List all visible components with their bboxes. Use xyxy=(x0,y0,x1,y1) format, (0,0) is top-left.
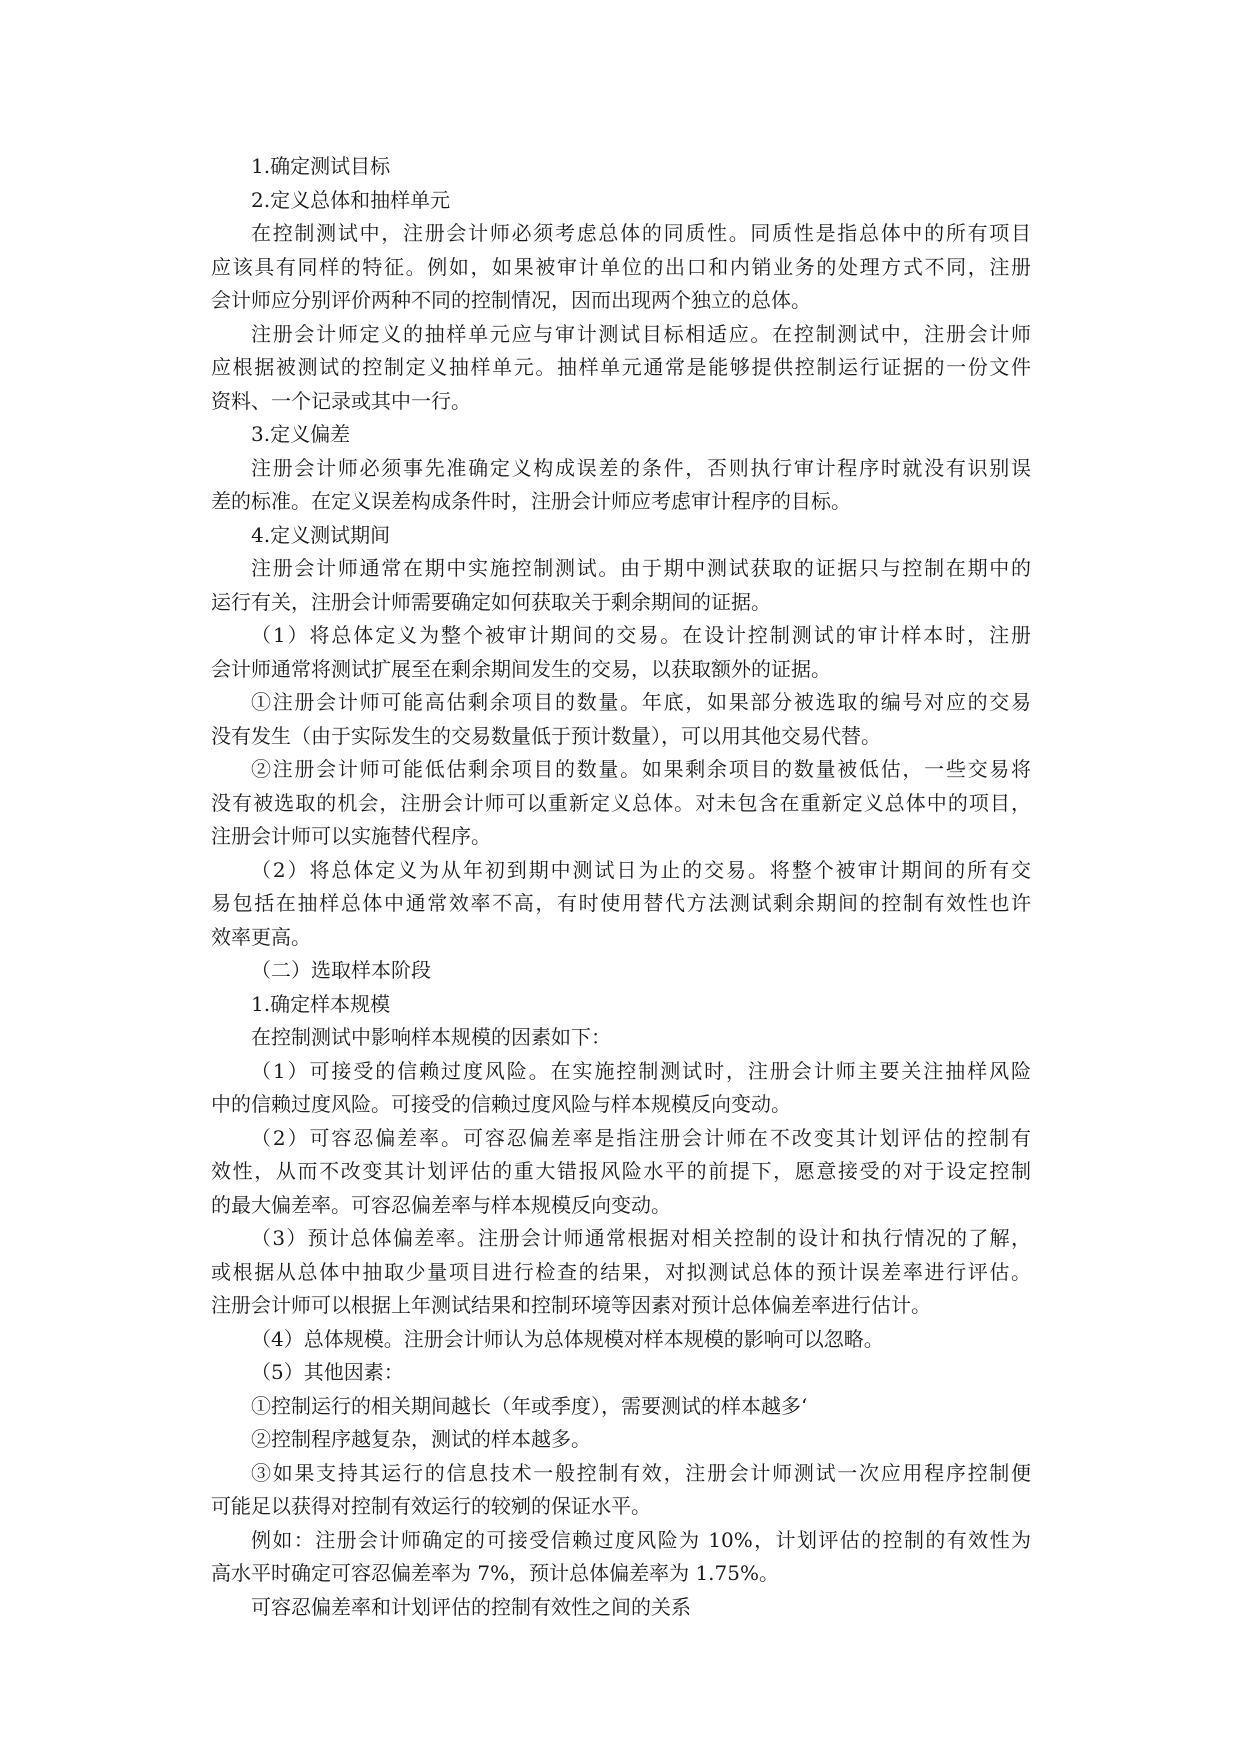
text-line: （3）预计总体偏差率。注册会计师通常根据对相关控制的设计和执行情况的了解， xyxy=(251,1226,1031,1250)
text-line: 注册会计师必须事先准确定义构成误差的条件，否则执行审计程序时就没有识别误 xyxy=(251,455,1031,480)
text-line: （2）可容忍偏差率。可容忍偏差率是指注册会计师在不改变其计划评估的控制有 xyxy=(251,1125,1031,1150)
text-line: ①控制运行的相关期间越长（年或季度），需要测试的样本越多‘ xyxy=(251,1393,808,1418)
text-line: （2）将总体定义为从年初到期中测试日为止的交易。将整个被审计期间的所有交 xyxy=(251,857,1031,882)
text-line: （5）其他因素： xyxy=(251,1360,404,1384)
text-line: 2.定义总体和抽样单元 xyxy=(251,187,451,212)
text-line: 中的信赖过度风险。可接受的信赖过度风险与样本规模反向变动。 xyxy=(211,1092,791,1116)
text-line: 1.确定样本规模 xyxy=(251,991,391,1016)
text-line: 会计师通常将测试扩展至在剩余期间发生的交易，以获取额外的证据。 xyxy=(211,656,831,681)
text-line: 高水平时确定可容忍偏差率为 7%，预计总体偏差率为 1.75%。 xyxy=(211,1561,779,1585)
document-body xyxy=(211,150,1031,1624)
text-line: 差的标准。在定义误差构成条件时，注册会计师应考虑审计程序的目标。 xyxy=(211,489,851,513)
text-line: （1）将总体定义为整个被审计期间的交易。在设计控制测试的审计样本时，注册 xyxy=(251,623,1031,647)
text-line: 应该具有同样的特征。例如，如果被审计单位的出口和内销业务的处理方式不同，注册 xyxy=(211,254,1031,279)
text-line: ②注册会计师可能低估剩余项目的数量。如果剩余项目的数量被低估，一些交易将 xyxy=(251,757,1031,781)
text-line: 注册会计师定义的抽样单元应与审计测试目标相适应。在控制测试中，注册会计师 xyxy=(251,321,1031,346)
text-line: 4.定义测试期间 xyxy=(251,522,391,547)
text-line: 可容忍偏差率和计划评估的控制有效性之间的关系 xyxy=(251,1594,691,1619)
text-line: 3.定义偏差 xyxy=(251,422,351,446)
text-line: 可能足以获得对控制有效运行的较剜的保证水平。 xyxy=(211,1494,651,1518)
text-line: 资料、一个记录或其中一行。 xyxy=(211,388,471,413)
text-line: （二）选取样本阶段 xyxy=(251,958,431,982)
text-line: 会计师应分别评价两种不同的控制情况，因而出现两个独立的总体。 xyxy=(211,288,811,312)
text-line: 在控制测试中，注册会计师必须考虑总体的同质性。同质性是指总体中的所有项目 xyxy=(251,221,1031,245)
text-line: 效率更高。 xyxy=(211,924,311,949)
text-line: 注册会计师可以实施替代程序。 xyxy=(211,824,491,848)
text-line: 没有发生（由于实际发生的交易数量低于预计数量），可以用其他交易代替。 xyxy=(211,723,881,748)
text-line: 1.确定测试目标 xyxy=(251,154,391,178)
text-line: 运行有关，注册会计师需要确定如何获取关于剩余期间的证据。 xyxy=(211,589,771,614)
text-line: 没有被选取的机会，注册会计师可以重新定义总体。对未包含在重新定义总体中的项目， xyxy=(211,790,1031,815)
text-line: ①注册会计师可能高估剩余项目的数量。年底，如果部分被选取的编号对应的交易 xyxy=(251,690,1031,714)
text-line: 注册会计师可以根据上年测试结果和控制环境等因素对预计总体偏差率进行估计。 xyxy=(211,1293,931,1317)
text-line: （4）总体规模。注册会计师认为总体规模对样本规模的影响可以忽略。 xyxy=(251,1326,884,1351)
text-line: （1）可接受的信赖过度风险。在实施控制测试时，注册会计师主要关注抽样风险 xyxy=(251,1058,1031,1083)
text-line: 的最大偏差率。可容忍偏差率与样本规模反向变动。 xyxy=(211,1192,671,1217)
text-line: 效性，从而不改变其计划评估的重大错报风险水平的前提下，愿意接受的对于设定控制 xyxy=(211,1159,1031,1183)
text-line: ③如果支持其运行的信息技术一般控制有效，注册会计师测试一次应用程序控制便 xyxy=(251,1460,1031,1485)
text-line: 易包括在抽样总体中通常效率不高，有时使用替代方法测试剩余期间的控制有效性也许 xyxy=(211,891,1031,915)
text-line: 例如：注册会计师确定的可接受信赖过度风险为 10%，计划评估的控制的有效性为 xyxy=(251,1527,1031,1552)
text-line: ②控制程序越复杂，测试的样本越多。 xyxy=(251,1427,591,1451)
text-line: 注册会计师通常在期中实施控制测试。由于期中测试获取的证据只与控制在期中的 xyxy=(251,556,1031,580)
text-line: 在控制测试中影响样本规模的因素如下： xyxy=(251,1025,611,1049)
text-line: 应根据被测试的控制定义抽样单元。抽样单元通常是能够提供控制运行证据的一份文件 xyxy=(211,355,1031,379)
text-line: 或根据从总体中抽取少量项目进行检查的结果，对拟测试总体的预计误差率进行评估。 xyxy=(211,1259,1031,1284)
